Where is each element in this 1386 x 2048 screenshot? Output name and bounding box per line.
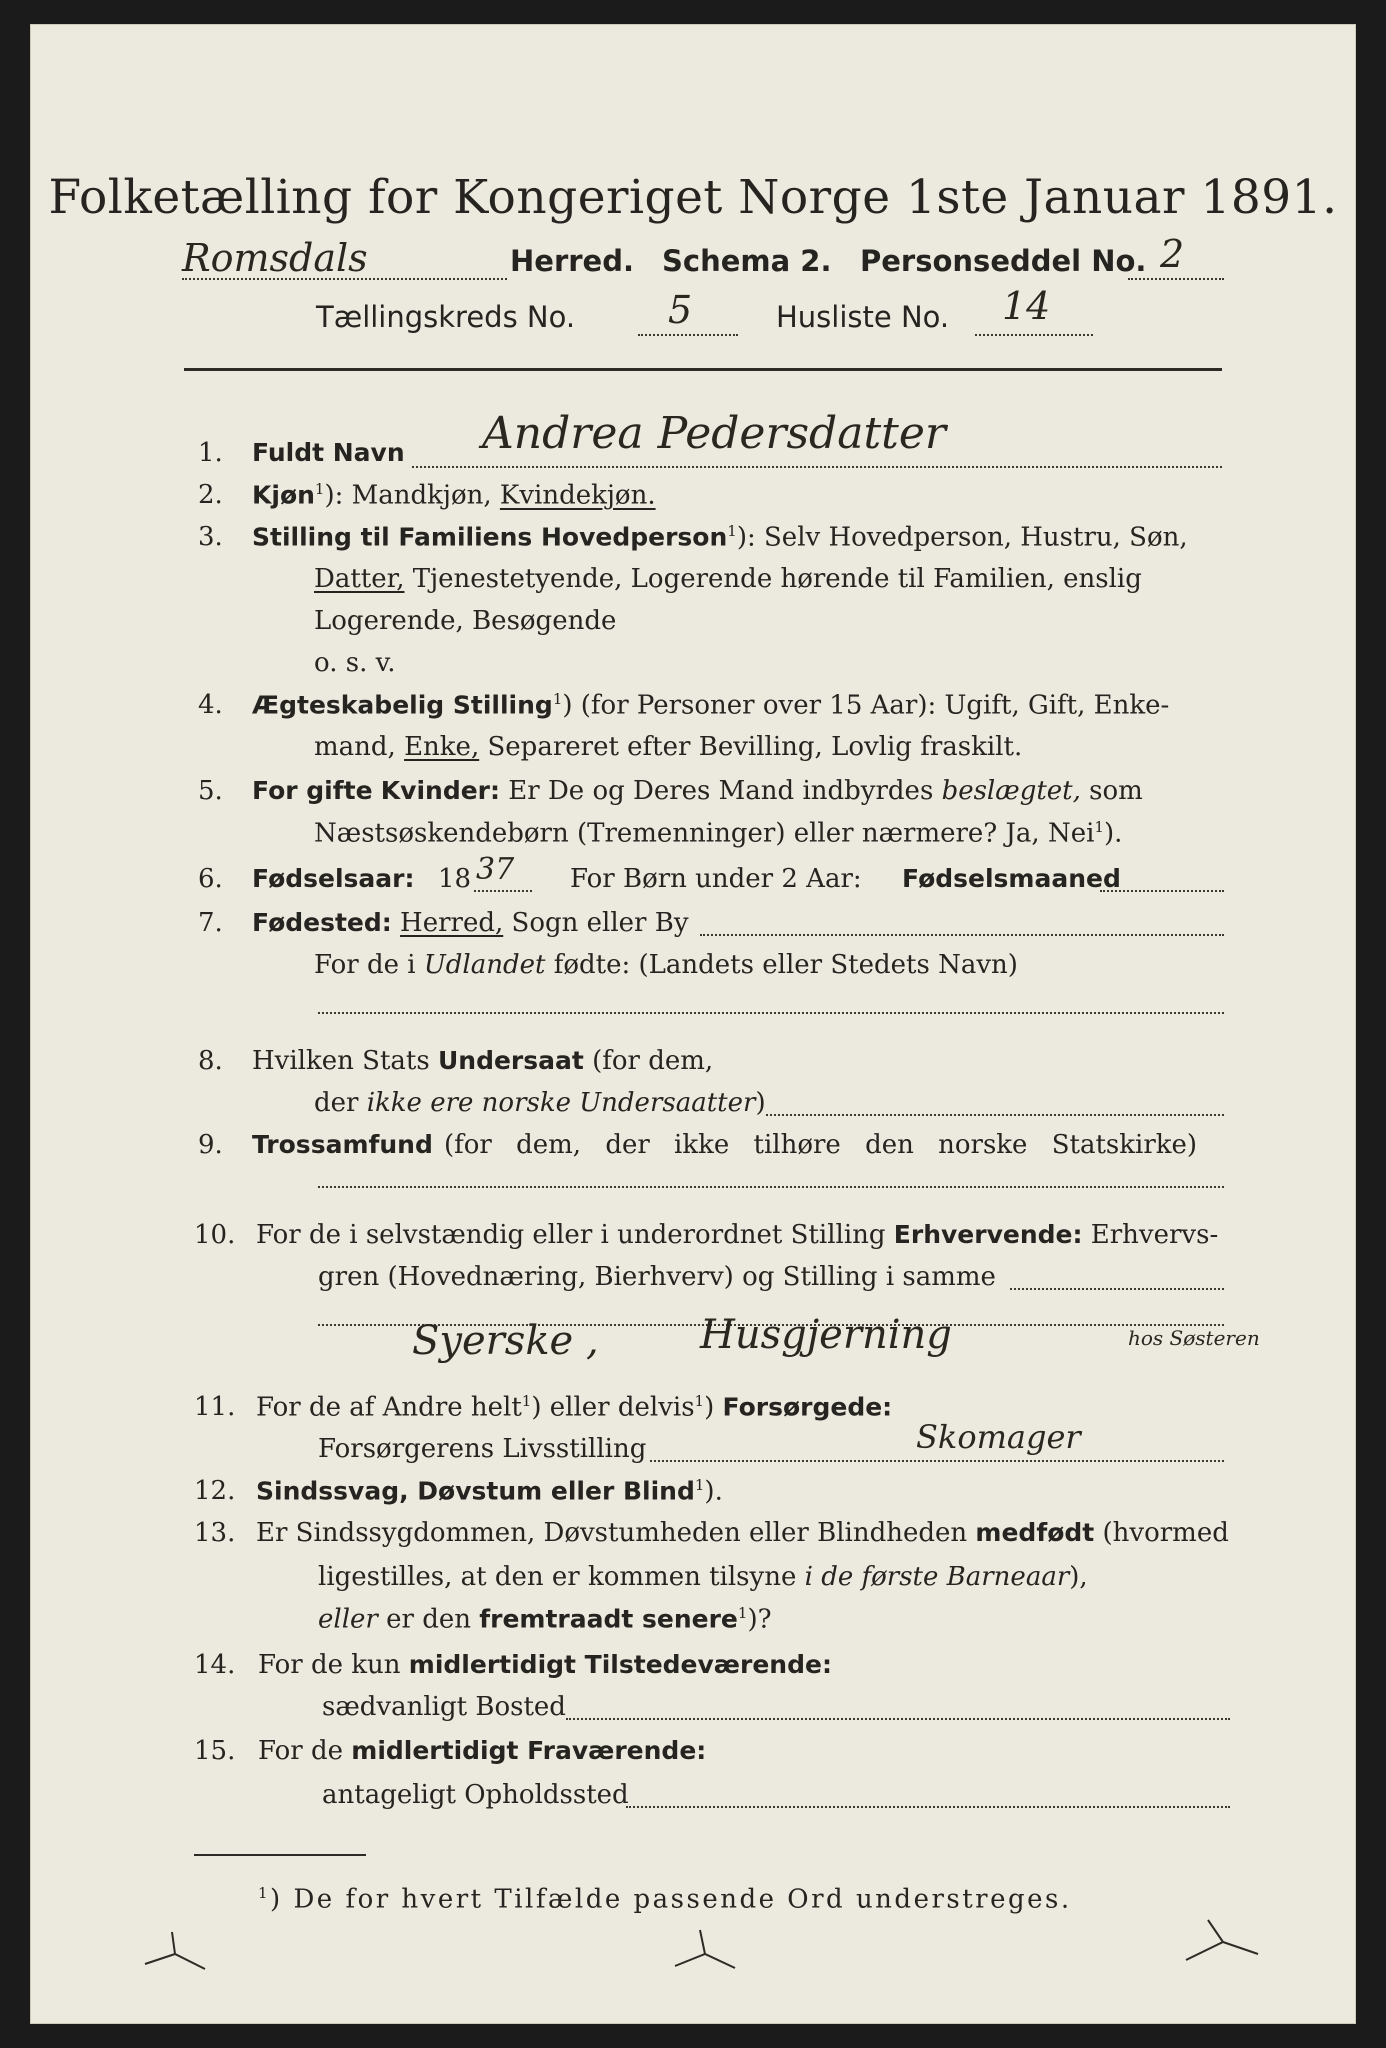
field-5-label-b: Kvinder: xyxy=(380,776,501,805)
field-13-line1a: Er Sindssygdommen, Døvstumheden eller Blindheden xyxy=(256,1518,968,1548)
field-3-number: 3. xyxy=(198,522,223,552)
field-3-line-3: Logerende, Besøgende xyxy=(314,606,617,636)
field-13-line2a: ligestilles, at den er kommen tilsyne xyxy=(318,1562,797,1592)
husliste-dotted-line xyxy=(975,334,1093,336)
field-4-line1: ) (for Personer over 15 Aar): Ugift, Gift, Enke- xyxy=(562,690,1170,721)
field-11-line1a: For de af Andre helt xyxy=(256,1392,522,1423)
field-6-label: Fødselsaar: xyxy=(252,864,415,893)
field-11-line1c: ) xyxy=(704,1392,715,1423)
field-7-herred: Herred, xyxy=(400,908,504,938)
field-13-line-1 xyxy=(256,1518,1229,1548)
field-13-line3d: )? xyxy=(747,1604,772,1635)
field-2-label: Kjøn xyxy=(252,480,315,510)
field-12-number: 12. xyxy=(194,1476,236,1506)
field-15-number: 15. xyxy=(194,1736,236,1766)
field-10-number: 10. xyxy=(194,1220,236,1250)
field-3-line-4: o. s. v. xyxy=(314,648,396,678)
field-7-line2a: For de i xyxy=(314,950,416,980)
field-4-mand: mand, xyxy=(314,732,396,762)
field-13-number: 13. xyxy=(194,1518,236,1548)
field-1-number: 1. xyxy=(198,438,223,468)
field-4-sup: 1 xyxy=(552,690,563,708)
field-10-line1c: Erhvervs- xyxy=(1090,1220,1219,1250)
field-10-line-1 xyxy=(256,1220,1218,1250)
field-10-dotted-line xyxy=(1010,1288,1224,1290)
field-3-label: Stilling til Familiens Hovedperson xyxy=(252,522,728,552)
field-12-line xyxy=(256,1476,723,1507)
kreds-label: Tællingskreds No. xyxy=(316,300,576,334)
field-6-year-value: 37 xyxy=(476,852,515,887)
field-5-number: 5. xyxy=(198,776,223,806)
field-8-line1c: (for dem, xyxy=(592,1046,714,1076)
field-13-line-2 xyxy=(318,1562,1088,1592)
field-3-datter: Datter, xyxy=(314,564,405,594)
field-2-line xyxy=(252,480,656,511)
field-9-dotted-line xyxy=(318,1186,1224,1188)
field-13-eller: eller xyxy=(318,1604,378,1635)
field-13-sup: 1 xyxy=(737,1604,748,1622)
field-15-line1a: For de xyxy=(258,1736,343,1766)
corner-mark-right-icon xyxy=(1178,1912,1268,1972)
field-14-number: 14. xyxy=(194,1650,236,1680)
field-2-text-a: ): Mandkjøn, xyxy=(324,480,492,511)
field-11-line1b: ) eller delvis xyxy=(531,1392,695,1423)
field-9-number: 9. xyxy=(198,1130,223,1160)
kreds-value: 5 xyxy=(668,288,693,332)
personseddel-dotted-line xyxy=(1128,278,1224,280)
herred-value: Romsdals xyxy=(182,236,368,280)
field-5-label-a: For gifte xyxy=(252,776,373,805)
personseddel-value: 2 xyxy=(1160,232,1185,276)
field-6-number: 6. xyxy=(198,864,223,894)
field-3-sup: 1 xyxy=(727,522,737,540)
field-14-line-2: sædvanligt Bosted xyxy=(322,1692,566,1722)
field-5-line1a: Er De og Deres Mand indbyrdes xyxy=(508,776,934,806)
field-7-line2c: fødte: (Landets eller Stedets Navn) xyxy=(553,950,1018,980)
field-13-line3b: er den xyxy=(386,1604,471,1635)
field-6-text: For Børn under 2 Aar: xyxy=(570,864,862,894)
field-3-line2b: Tjenestetyende, Logerende hørende til Familien, enslig xyxy=(412,564,1142,594)
herred-label: Herred. xyxy=(510,244,634,278)
field-13-line2b: i de første Barneaar xyxy=(804,1562,1070,1592)
field-2-number: 2. xyxy=(198,480,223,510)
field-14-line1b: midlertidigt Tilstedeværende: xyxy=(408,1650,832,1679)
field-11-value: Skomager xyxy=(916,1418,1081,1456)
form-title: Folketælling for Kongeriget Norge 1ste Januar 1891. xyxy=(48,170,1338,225)
field-13-line-3 xyxy=(318,1604,772,1635)
footnote xyxy=(258,1884,1072,1915)
footnote-text: ) De for hvert Tilfælde passende Ord understreges. xyxy=(270,1884,1072,1915)
field-3-line-1 xyxy=(252,522,1188,553)
field-11-line-1 xyxy=(256,1392,892,1423)
field-14-line-1 xyxy=(258,1650,832,1680)
field-7-line-2 xyxy=(314,950,1018,980)
field-2-sup: 1 xyxy=(314,480,325,498)
field-13-line2c: ), xyxy=(1069,1562,1088,1592)
field-5-sup: 1 xyxy=(1094,818,1104,836)
field-7-line-1 xyxy=(252,908,689,938)
field-1-value: Andrea Pedersdatter xyxy=(482,408,946,459)
field-8-line1a: Hvilken Stats xyxy=(252,1046,430,1076)
field-13-line1c: (hvormed xyxy=(1102,1518,1229,1548)
field-4-label: Ægteskabelig Stilling xyxy=(252,690,553,720)
herred-dotted-line xyxy=(182,278,507,280)
field-11-number: 11. xyxy=(194,1392,236,1422)
field-8-line2b: ikke ere norske Undersaatter xyxy=(366,1088,756,1118)
corner-mark-left-icon xyxy=(140,1924,210,1974)
field-9-text: (for dem, der ikke tilhøre den norske Statskirke) xyxy=(444,1130,1198,1160)
field-8-undersaat: Undersaat xyxy=(437,1046,584,1075)
field-14-line1a: For de kun xyxy=(258,1650,401,1680)
field-10-value-b: Husgjerning xyxy=(700,1312,952,1358)
field-10-erhvervende: Erhvervende: xyxy=(893,1220,1083,1249)
field-7-udlandet: Udlandet xyxy=(423,950,546,980)
field-5-line2end: ). xyxy=(1103,818,1123,849)
field-11-sup2: 1 xyxy=(694,1392,705,1410)
field-13-line3c: fremtraadt senere xyxy=(479,1604,738,1634)
field-10-line1a: For de i selvstændig eller i underordnet Stilling xyxy=(256,1220,886,1250)
field-4-number: 4. xyxy=(198,690,223,720)
field-5-line-1 xyxy=(252,776,1143,806)
husliste-label: Husliste No. xyxy=(776,300,950,334)
field-7-dotted-line-2 xyxy=(318,1012,1224,1014)
field-4-line-2 xyxy=(314,732,1022,762)
footnote-sup: 1 xyxy=(258,1884,271,1902)
field-15-dotted-line xyxy=(626,1806,1230,1808)
header-rule xyxy=(184,368,1222,371)
field-8-number: 8. xyxy=(198,1046,223,1076)
field-11-dotted-line xyxy=(650,1460,1224,1462)
field-6-month-dotted-line xyxy=(1100,890,1224,892)
corner-mark-center-icon xyxy=(670,1924,740,1974)
field-2-kvindekjon: Kvindekjøn. xyxy=(499,480,656,511)
field-12-end: ). xyxy=(704,1476,723,1507)
field-11-label: Forsørgede: xyxy=(722,1392,893,1422)
field-15-line-2: antageligt Opholdssted xyxy=(322,1780,629,1810)
personseddel-label: Personseddel No. xyxy=(860,244,1147,278)
field-5-beslaegtet: beslægtet, xyxy=(941,776,1081,806)
field-8-line-2 xyxy=(314,1088,766,1118)
field-8-dotted-line xyxy=(766,1114,1224,1116)
field-11-line-2: Forsørgerens Livsstilling xyxy=(318,1434,647,1464)
census-form-sheet xyxy=(30,24,1356,2024)
field-11-sup1: 1 xyxy=(521,1392,532,1410)
kreds-dotted-line xyxy=(638,334,738,336)
husliste-value: 14 xyxy=(1002,284,1051,328)
field-7-dotted-line xyxy=(700,934,1224,936)
field-4-line-1 xyxy=(252,690,1169,721)
field-5-som: som xyxy=(1089,776,1143,806)
schema-label: Schema 2. xyxy=(662,244,832,278)
field-7-text-b: Sogn eller By xyxy=(511,908,689,938)
field-6-dotted-line xyxy=(474,890,532,892)
field-5-line-2 xyxy=(314,818,1122,849)
field-12-sup: 1 xyxy=(694,1476,705,1494)
field-15-line1b: midlertidigt Fraværende: xyxy=(351,1736,707,1765)
field-7-label: Fødested: xyxy=(252,908,392,937)
field-8-line2a: der xyxy=(314,1088,359,1118)
field-4-line2c: Separeret efter Bevilling, Lovlig fraskilt. xyxy=(487,732,1023,762)
footnote-rule xyxy=(194,1854,366,1856)
field-15-line-1 xyxy=(258,1736,706,1766)
field-3-line-2 xyxy=(314,564,1142,594)
field-12-label: Sindssvag, Døvstum eller Blind xyxy=(256,1476,695,1506)
field-3-line1: ): Selv Hovedperson, Hustru, Søn, xyxy=(736,522,1188,553)
field-14-dotted-line xyxy=(566,1718,1230,1720)
field-13-medfodt: medfødt xyxy=(975,1518,1095,1547)
field-1-dotted-line xyxy=(412,466,1222,468)
field-8-line-1 xyxy=(252,1046,713,1076)
field-10-line-2: gren (Hovednæring, Bierhverv) og Stilling i samme xyxy=(318,1262,996,1292)
field-7-number: 7. xyxy=(198,908,223,938)
field-9-label: Trossamfund xyxy=(252,1130,433,1159)
field-5-line2: Næstsøskendebørn (Tremenninger) eller nærmere? Ja, Nei xyxy=(314,818,1095,849)
field-10-value-a: Syerske , xyxy=(412,1318,599,1364)
field-10-value-c: hos Søsteren xyxy=(1128,1326,1260,1350)
field-8-line2c: ) xyxy=(755,1088,766,1118)
field-1-label: Fuldt Navn xyxy=(252,438,405,467)
field-6-label2: Fødselsmaaned xyxy=(902,864,1121,893)
field-4-enke: Enke, xyxy=(404,732,480,762)
field-6-prefix: 18 xyxy=(438,864,472,894)
